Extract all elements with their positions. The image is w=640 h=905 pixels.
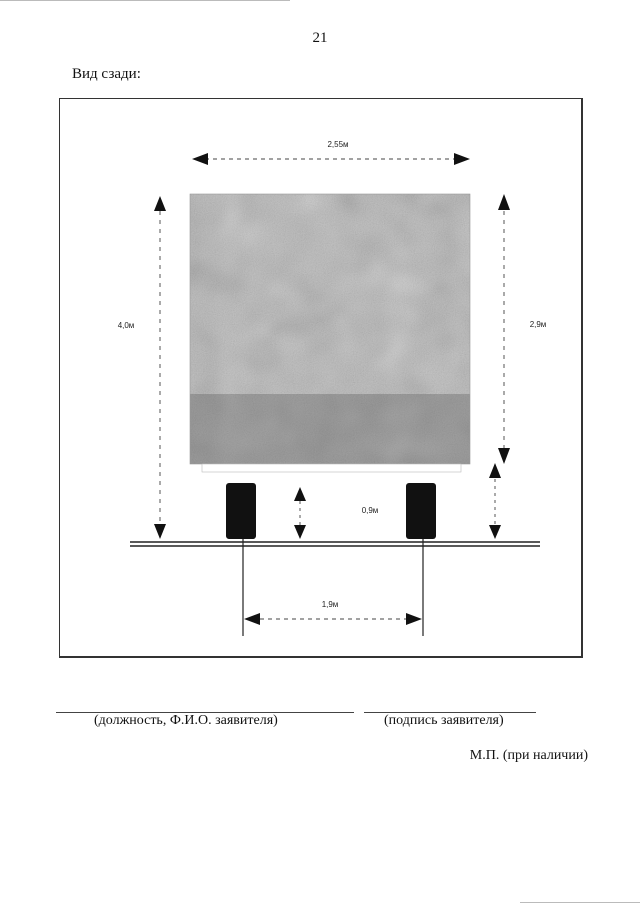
position-caption: (должность, Ф.И.О. заявителя) [94,713,278,728]
track-dimension [244,600,422,625]
total-height-label: 4,0м [117,321,135,330]
cargo-body [190,194,470,464]
scan-edge-top [0,0,290,1]
width-label: 2,55м [327,140,349,149]
track-label: 1,9м [321,600,339,609]
page-number: 21 [312,30,328,46]
signature-caption: (подпись заявителя) [384,713,504,728]
clearance-dimension [294,463,501,539]
vehicle-rear-view-diagram [59,98,583,658]
body-height-label: 2,9м [529,320,547,329]
clearance-label: 0,9м [361,506,379,515]
width-dimension [192,140,470,165]
total-height-dimension [118,196,166,539]
stamp-note: М.П. (при наличии) [469,748,588,763]
right-wheel [406,483,436,539]
rear-view-heading: Вид сзади: [72,66,141,82]
scan-edge-bottom [520,902,640,903]
diagram-svg [60,99,582,657]
left-wheel [226,483,256,539]
body-height-dimension [498,194,546,464]
chassis-strip [202,464,461,472]
